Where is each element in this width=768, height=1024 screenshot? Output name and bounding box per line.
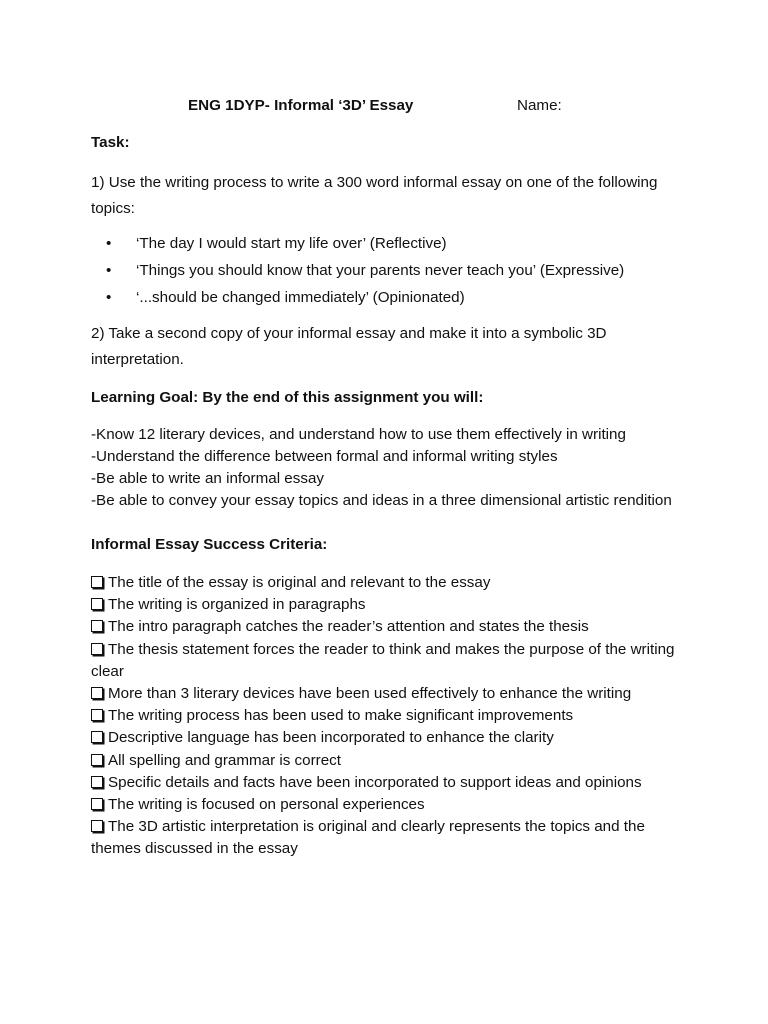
topic-text: ‘...should be changed immediately’ (Opinionated) xyxy=(136,289,465,306)
task-step-1: 1) Use the writing process to write a 300 word informal essay on one of the following topics: xyxy=(91,174,658,217)
criteria-text: The writing is organized in paragraphs xyxy=(108,596,366,614)
checkbox-icon[interactable] xyxy=(91,798,103,810)
criteria-item xyxy=(91,750,691,772)
criteria-text: The writing process has been used to make significant improvements xyxy=(108,707,574,725)
criteria-text: The thesis statement forces the reader to think and makes the purpose of the writing clear xyxy=(91,640,675,680)
criteria-list xyxy=(91,572,691,861)
criteria-item xyxy=(91,594,691,616)
learning-goal-item: -Be able to write an informal essay xyxy=(91,470,324,487)
checkbox-icon[interactable] xyxy=(91,687,103,699)
criteria-item xyxy=(91,816,691,860)
checkbox-icon[interactable] xyxy=(91,643,103,655)
criteria-item xyxy=(91,794,691,816)
criteria-item xyxy=(91,705,691,727)
learning-goal-item: -Know 12 literary devices, and understand how to use them effectively in writing xyxy=(91,426,626,443)
criteria-text: The 3D artistic interpretation is original and clearly represents the topics and the themes discussed in the essay xyxy=(91,818,645,858)
criteria-text: All spelling and grammar is correct xyxy=(108,751,341,769)
criteria-text: The intro paragraph catches the reader’s attention and states the thesis xyxy=(108,618,589,636)
criteria-item xyxy=(91,683,691,705)
name-label: Name: xyxy=(517,97,562,114)
checkbox-icon[interactable] xyxy=(91,731,103,743)
criteria-item xyxy=(91,639,691,683)
learning-goal-item: -Understand the difference between formal and informal writing styles xyxy=(91,448,558,465)
criteria-item xyxy=(91,727,691,749)
criteria-text: Specific details and facts have been incorporated to support ideas and opinions xyxy=(108,773,642,791)
bullet-icon: • xyxy=(106,235,112,252)
bullet-icon: • xyxy=(106,289,112,306)
checkbox-icon[interactable] xyxy=(91,754,103,766)
checkbox-icon[interactable] xyxy=(91,620,103,632)
checkbox-icon[interactable] xyxy=(91,820,103,832)
criteria-text: The writing is focused on personal experiences xyxy=(108,796,425,814)
learning-goal-heading: Learning Goal: By the end of this assignment you will: xyxy=(91,389,484,406)
task-heading: Task: xyxy=(91,134,130,151)
document-header xyxy=(0,95,768,119)
learning-goal-list xyxy=(91,424,691,512)
topic-text: ‘Things you should know that your parents never teach you’ (Expressive) xyxy=(136,262,625,279)
criteria-text: More than 3 literary devices have been used effectively to enhance the writing xyxy=(108,685,632,703)
checkbox-icon[interactable] xyxy=(91,776,103,788)
checkbox-icon[interactable] xyxy=(91,576,103,588)
task-step-2: 2) Take a second copy of your informal essay and make it into a symbolic 3D interpretation. xyxy=(91,325,607,368)
topic-list xyxy=(91,230,691,311)
criteria-text: The title of the essay is original and relevant to the essay xyxy=(108,574,491,591)
bullet-icon: • xyxy=(106,262,112,279)
topic-item xyxy=(106,257,691,284)
topic-item xyxy=(106,230,691,257)
checkbox-icon[interactable] xyxy=(91,598,103,610)
criteria-item xyxy=(91,572,691,594)
criteria-item xyxy=(91,772,691,794)
criteria-text: Descriptive language has been incorporated to enhance the clarity xyxy=(108,729,554,747)
learning-goal-item: -Be able to convey your essay topics and ideas in a three dimensional artistic rendition xyxy=(91,492,672,509)
criteria-heading: Informal Essay Success Criteria: xyxy=(91,536,328,553)
checkbox-icon[interactable] xyxy=(91,709,103,721)
document-body xyxy=(91,132,691,861)
document-title: ENG 1DYP- Informal ‘3D’ Essay xyxy=(188,97,414,114)
criteria-item xyxy=(91,616,691,638)
topic-item xyxy=(106,284,691,311)
topic-text: ‘The day I would start my life over’ (Reflective) xyxy=(136,235,447,252)
